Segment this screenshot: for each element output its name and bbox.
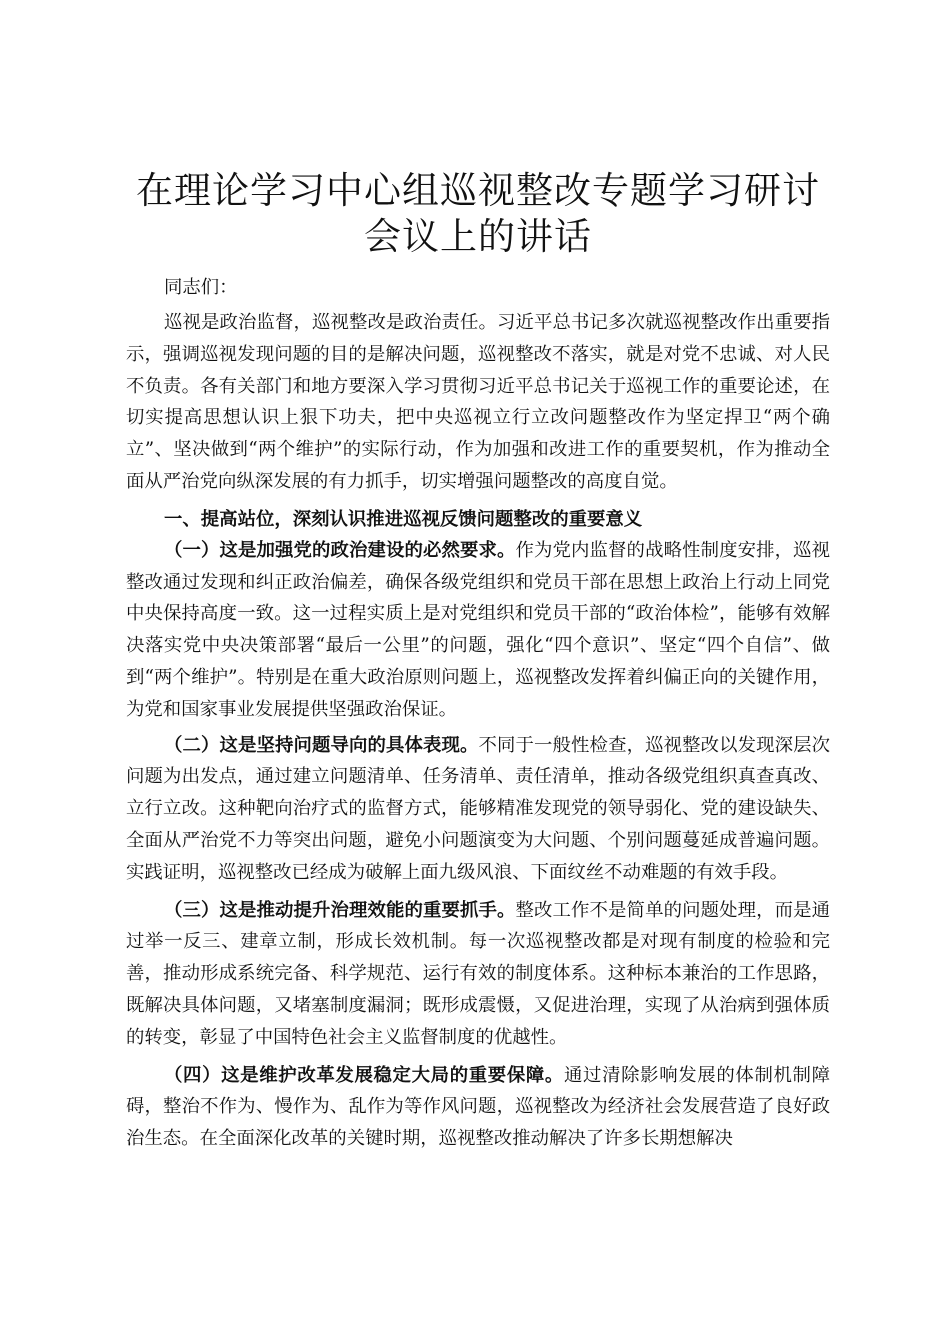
subsection-lead-3: （三）这是推动提升治理效能的重要抓手。 xyxy=(164,899,516,921)
document-page xyxy=(126,168,830,1155)
subsection-paragraph-1 xyxy=(126,535,830,726)
section-heading-1: 一、提高站位，深刻认识推进巡视反馈问题整改的重要意义 xyxy=(164,508,643,530)
subsection-paragraph-4 xyxy=(126,1060,830,1155)
subsection-body-2: 不同于一般性检查，巡视整改以发现深层次问题为出发点，通过建立问题清单、任务清单、责任清单，推动各级党组织真查真改、立行立改。这种靶向治疗式的监督方式，能够精准发现党的领导弱化、党的建设缺失、全面从严治党不力等突出问题，避免小问题演变为大问题、个别问题蔓延成普遍问题。实践证明，巡视整改已经成为破解上面九级风浪、下面纹丝不动难题的有效手段。 xyxy=(126,734,830,883)
intro-paragraph: 巡视是政治监督，巡视整改是政治责任。习近平总书记多次就巡视整改作出重要指示，强调巡视发现问题的目的是解决问题，巡视整改不落实，就是对党不忠诚、对人民不负责。各有关部门和地方要深入学习贯彻习近平总书记关于巡视工作的重要论述，在切实提高思想认识上狠下功夫，把中央巡视立行立改问题整改作为坚定捍卫“两个确立”、坚决做到“两个维护”的实际行动，作为加强和改进工作的重要契机，作为推动全面从严治党向纵深发展的有力抓手，切实增强问题整改的高度自觉。 xyxy=(126,312,830,492)
subsection-paragraph-3 xyxy=(126,895,830,1054)
document-title: 在理论学习中心组巡视整改专题学习研讨会议上的讲话 xyxy=(136,169,820,258)
salutation: 同志们： xyxy=(164,277,238,298)
subsection-paragraph-2 xyxy=(126,730,830,889)
subsection-body-3: 整改工作不是简单的问题处理，而是通过举一反三、建章立制，形成长效机制。每一次巡视整改都是对现有制度的检验和完善，推动形成系统完备、科学规范、运行有效的制度体系。这种标本兼治的工作思路，既解决具体问题，又堵塞制度漏洞；既形成震慑，又促进治理，实现了从治病到强体质的转变，彰显了中国特色社会主义监督制度的优越性。 xyxy=(126,899,830,1048)
subsection-lead-2: （二）这是坚持问题导向的具体表现。 xyxy=(164,734,479,756)
subsection-body-1: 作为党内监督的战略性制度安排，巡视整改通过发现和纠正政治偏差，确保各级党组织和党员干部在思想上政治上行动上同党中央保持高度一致。这一过程实质上是对党组织和党员干部的“政治体检”，能够有效解决落实党中央决策部署“最后一公里”的问题，强化“四个意识”、坚定“四个自信”、做到“两个维护”。特别是在重大政治原则问题上，巡视整改发挥着纠偏正向的关键作用，为党和国家事业发展提供坚强政治保证。 xyxy=(126,539,830,720)
subsection-lead-1: （一）这是加强党的政治建设的必然要求。 xyxy=(164,539,516,561)
subsection-body-4: 通过清除影响发展的体制机制障碍，整治不作为、慢作为、乱作为等作风问题，巡视整改为经济社会发展营造了良好政治生态。在全面深化改革的关键时期，巡视整改推动解决了许多长期想解决 xyxy=(126,1064,830,1150)
subsection-lead-4: （四）这是维护改革发展稳定大局的重要保障。 xyxy=(164,1064,564,1086)
